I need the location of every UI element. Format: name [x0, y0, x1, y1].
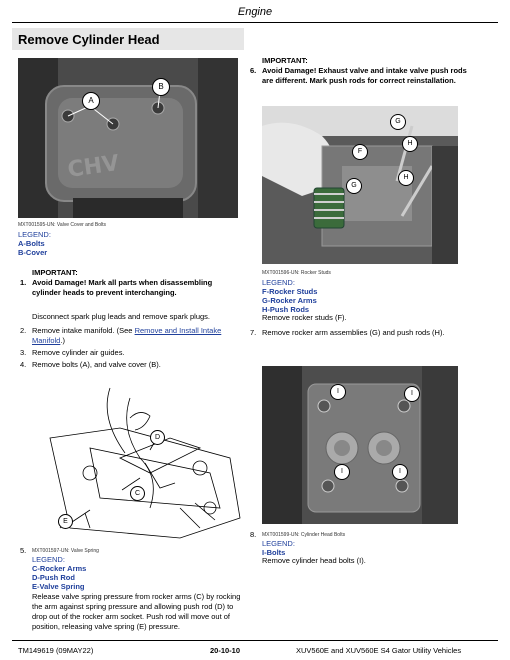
- callout-b: B: [152, 78, 170, 96]
- step-text: Remove cylinder head bolts (I).: [262, 556, 366, 565]
- footer-doc-id: TM149619 (09MAY22): [18, 646, 94, 655]
- step-text-part: Remove intake manifold. (See: [32, 326, 133, 335]
- legend-item: C-Rocker Arms: [32, 564, 87, 573]
- legend-item: E-Valve Spring: [32, 582, 85, 591]
- legend-item: F-Rocker Studs: [262, 287, 318, 296]
- figure-caption: MXT001596-UN: Rocker Studs: [262, 270, 331, 276]
- footer-title: XUV560E and XUV560E S4 Gator Utility Vehicles: [296, 646, 462, 655]
- callout-f: F: [352, 144, 368, 160]
- step-text: [32, 336, 65, 346]
- footer-rule: [12, 640, 498, 641]
- header-rule: [12, 22, 498, 23]
- callout-g: G: [390, 114, 406, 130]
- callout-c: C: [130, 486, 145, 501]
- step-text: drop out of the rocker arm socket. Push rod will move out of: [32, 612, 231, 621]
- important-text: Avoid Damage! Mark all parts when disassembling: [32, 278, 213, 287]
- important-label: IMPORTANT:: [262, 56, 308, 65]
- callout-i: I: [404, 386, 420, 402]
- cylinder-head-illustration: [262, 366, 458, 524]
- footer-page-number: 20-10-10: [210, 646, 241, 655]
- step-text: position, releasing valve spring (E) pressure.: [32, 622, 180, 631]
- callout-i: I: [330, 384, 346, 400]
- legend-item: I-Bolts: [262, 548, 286, 557]
- step-text: Remove rocker arm assemblies (G) and push rods (H).: [262, 328, 445, 337]
- figure-rocker-studs: [262, 106, 458, 264]
- legend-item: G-Rocker Arms: [262, 296, 317, 305]
- step-text: Remove bolts (A), and valve cover (B).: [32, 360, 161, 369]
- step-text: Remove rocker studs (F).: [262, 313, 347, 322]
- step-number: 2.: [20, 326, 27, 335]
- step-text: the arm against spring pressure and allowing push rod (D) to: [32, 602, 234, 611]
- callout-i: I: [392, 464, 408, 480]
- step-text-part: .): [60, 336, 65, 345]
- valve-cover-illustration: [18, 58, 238, 218]
- step-text: Release valve spring pressure from rocker arms (C) by rocking: [32, 592, 241, 601]
- step-text: Remove cylinder air guides.: [32, 348, 125, 357]
- figure-caption: MXT001597-UN: Valve Spring: [32, 548, 99, 554]
- legend-title: LEGEND:: [262, 278, 295, 287]
- intake-manifold-link[interactable]: Remove and Install Intake: [134, 326, 222, 335]
- callout-h: H: [402, 136, 418, 152]
- step-number: 6.: [250, 66, 257, 75]
- important-text: Avoid Damage! Exhaust valve and intake valve push rods: [262, 66, 467, 75]
- figure-valve-cover: [18, 58, 238, 218]
- callout-d: D: [150, 430, 165, 445]
- page-title: Remove Cylinder Head: [18, 32, 160, 47]
- step-number: 1.: [20, 278, 27, 287]
- step-number: 3.: [20, 348, 27, 357]
- paragraph: Disconnect spark plug leads and remove spark plugs.: [32, 312, 211, 321]
- step-text: [32, 326, 246, 336]
- important-text: cylinder heads to prevent interchanging.: [32, 288, 177, 297]
- legend-item: A-Bolts: [18, 239, 45, 248]
- legend-title: LEGEND:: [18, 230, 51, 239]
- important-text: are different. Mark push rods for correct reinstallation.: [262, 76, 456, 85]
- callout-g: G: [346, 178, 362, 194]
- callout-h: H: [398, 170, 414, 186]
- intake-manifold-link-cont[interactable]: Manifold: [32, 336, 61, 345]
- step-number: 4.: [20, 360, 27, 369]
- legend-title: LEGEND:: [32, 555, 65, 564]
- callout-e: E: [58, 514, 73, 529]
- step-number: 7.: [250, 328, 257, 337]
- section-header: Engine: [237, 6, 273, 18]
- svg-text:CHV: CHV: [66, 150, 121, 183]
- important-label: IMPORTANT:: [32, 268, 78, 277]
- legend-item: H-Push Rods: [262, 305, 310, 314]
- figure-caption: MXT001595-UN: Valve Cover and Bolts: [18, 222, 107, 228]
- legend-title: LEGEND:: [262, 539, 295, 548]
- step-number: 5.: [20, 546, 27, 555]
- legend-item: D-Push Rod: [32, 573, 75, 582]
- legend-item: B-Cover: [18, 248, 48, 257]
- step-number: 8.: [250, 530, 257, 539]
- callout-a: A: [82, 92, 100, 110]
- callout-i: I: [334, 464, 350, 480]
- figure-valve-spring: [30, 378, 244, 540]
- figure-caption: MXT001599-UN: Cylinder Head Bolts: [262, 532, 346, 538]
- figure-cylinder-head-bolts: [262, 366, 458, 524]
